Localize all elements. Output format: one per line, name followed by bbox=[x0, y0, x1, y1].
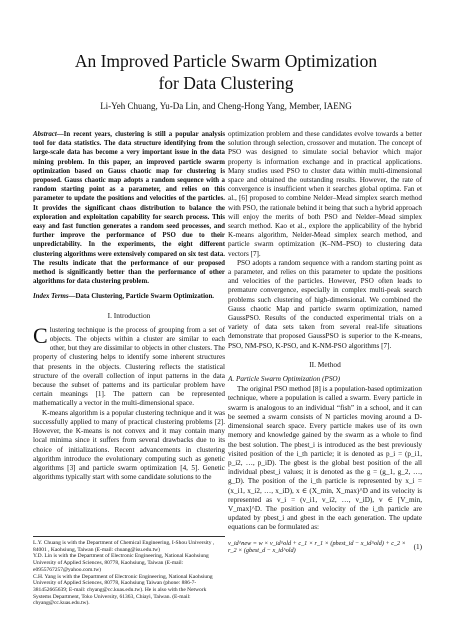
drop-cap: C bbox=[33, 322, 48, 348]
abstract bbox=[33, 130, 225, 286]
intro-paragraph-1 bbox=[33, 322, 225, 409]
equation-1-body: v_id^new = w × v_id^old + c_1 × r_1 × (pbest_id − x_id^old) + c_2 × r_2 × (gbest_d − x_id^old) bbox=[228, 539, 406, 554]
author-list: Li-Yeh Chuang, Yu-Da Lin, and Cheng-Hong Yang, Member, IAENG bbox=[100, 101, 352, 111]
intro-paragraph-2: K-means algorithm is a popular clustering technique and it was successfully applied to many of practical clustering problems [2]. However, the K-means is not convex and it may contain many local minima since it suffers from several drawbacks due to its choice of initializations. Recent advancements in clustering algorithm introduce the evolutionary computing such as genetic algorithms [3] and particle swarm optimization [4, 5]. Genetic algorithms typically start with some candidate solutions to the bbox=[33, 408, 225, 482]
footnote-author-3: C.H. Yang is with the Department of Electronic Engineering, National Kaohsiung University of Applied Sciences, 80778, Kaohsiung Taiwan (phone: 886-7-381452665639; E-mail: chyang@cc.kuas.edu.tw). He is also with the Network Systems Department, Toko University, 61363, Chiayi, Taiwan. (E-mail: chyang@cc.kuas.edu.tw). bbox=[33, 573, 213, 607]
index-terms bbox=[33, 292, 225, 301]
abstract-text: —In recent years, clustering is still a popular analysis tool for data statistics. The data structure identifying from the large-scale data has become a very important issue in the data mining problem. In this paper, an improved particle swarm optimization based on Gauss chaotic map for clustering is proposed. Gauss chaotic map adopts a random sequence with a random starting point as a parameter, and relies on this parameter to update the positions and velocities of the particles. It provides the significant chaos distribution to balance the exploration and exploitation capability for search process. This easy and fast function generates a random seed processes, and further improve the performance of PSO due to their unpredictability. In the experiments, the eight different clustering algorithms were extensively compared on six test data. The results indicate that the performance of our proposed method is significantly better than the performance of other algorithms for data clustering problem. bbox=[33, 131, 225, 286]
right-column bbox=[228, 130, 422, 554]
right-paragraph-3: The original PSO method [8] is a population-based optimization technique, where a population is called a swarm. Every particle in swarm is analogous to an individual “fish” in a school, and it can be seemed a swarm consists of N particles moving around a D-dimensional search space. Every particle makes use of its own memory and knowledge gained by the swarm as a whole to find the best solution. The pbest_i is introduced as the best previously visited position of the i_th particle; it is denoted as p_i = (p_i1, p_i2, …, p_iD). The gbest is the global best position of the all individual pbest_i values; it is denoted as the g = (g_1, g_2, …, g_D). The position of the i_th particle is represented by x_i = (x_i1, x_i2, …, x_iD), x ∈ (X_min, X_max)^D and its velocity is represented as v_i = (v_i1, v_i2, …, v_iD), v ∈ [V_min, V_max]^D. The position and velocity of the i_th particle are updated by pbest_i and gbest in the each generation. The update equations can be formulated as: bbox=[228, 385, 422, 532]
right-paragraph-2: PSO adopts a random sequence with a random starting point as a parameter, and relies on this parameter to update the positions and velocities of the particles. However, PSO often leads to premature convergence, especially in complex multi-peak search problems such clustering of high-dimensional. We combined the Gauss chaotic Map and particle swarm optimization, named GaussPSO. Results of the conducted experimental trials on a variety of data sets taken from several real-life situations demonstrate that proposed GaussPSO is superior to the K-means, PSO, NM-PSO, K-PSO, and K-NM-PSO algorithms [7]. bbox=[228, 258, 422, 350]
footnote-author-2: Y.D. Lin is with the Department of Electronic Engineering, National Kaohsiung University of Applied Sciences, 80778, Kaohsiung, Taiwan (E-mail: e0955767257@yahoo.com.tw) bbox=[33, 553, 209, 573]
section-heading-introduction: I. Introduction bbox=[107, 310, 151, 320]
equation-1-number: (1) bbox=[413, 542, 422, 551]
abstract-label: Abstract bbox=[33, 131, 57, 138]
section-heading-method: II. Method bbox=[309, 359, 341, 369]
left-column bbox=[33, 130, 225, 482]
index-terms-text: —Data Clustering, Particle Swarm Optimization. bbox=[68, 293, 214, 301]
title-line-1: An Improved Particle Swarm Optimization bbox=[74, 51, 378, 71]
intro-paragraph-1-text: lustering technique is the process of grouping from a set of objects. The objects within a cluster are similar to each other, but they are dissimilar to objects in other clusters. The property of clustering helps to identify some inherent structures that presents in the objects. Clustering reflects the statistical structure of the overall collection of input patterns in the data because the subset of patterns and its particular problem have certain meanings [1]. The pattern can be represented mathematically a vector in the multi-dimensional space. bbox=[33, 325, 225, 408]
right-paragraph-1: optimization problem and these candidates evolve towards a better solution through selection, crossover and mutation. The concept of PSO was designed to simulate social behavior which major property is information exchange and in practical applications. Many studies used PSO to cluster data within multi-dimensional space and obtained the outstanding results. However, the rate of convergence is insufficient when it searches global optima. Fan et al., [6] proposed to combine Nelder–Mead simplex search method with PSO, the rationale behind it being that such a hybrid approach will enjoy the merits of both PSO and Nelder–Mead simplex search method. Kao et al., explore the applicability of the hybrid K-means algorithm, Nelder-Mead simplex search method, and particle swarm optimization (K–NM–PSO) to clustering data vectors [7]. bbox=[228, 130, 422, 258]
index-terms-label: Index Terms bbox=[33, 293, 69, 301]
paper-title bbox=[40, 50, 412, 94]
equation-1 bbox=[228, 540, 422, 554]
author-footnotes bbox=[33, 536, 225, 607]
footnote-author-1: L.Y. Chuang is with the Department of Chemical Engineering, I-Shou University , 84001 , Kaohsiung, Taiwan (E-mail: chuang@isu.edu.tw) bbox=[33, 540, 215, 553]
subsection-heading-pso: A. Particle Swarm Optimization (PSO) bbox=[228, 375, 340, 384]
title-line-2: for Data Clustering bbox=[158, 73, 294, 93]
